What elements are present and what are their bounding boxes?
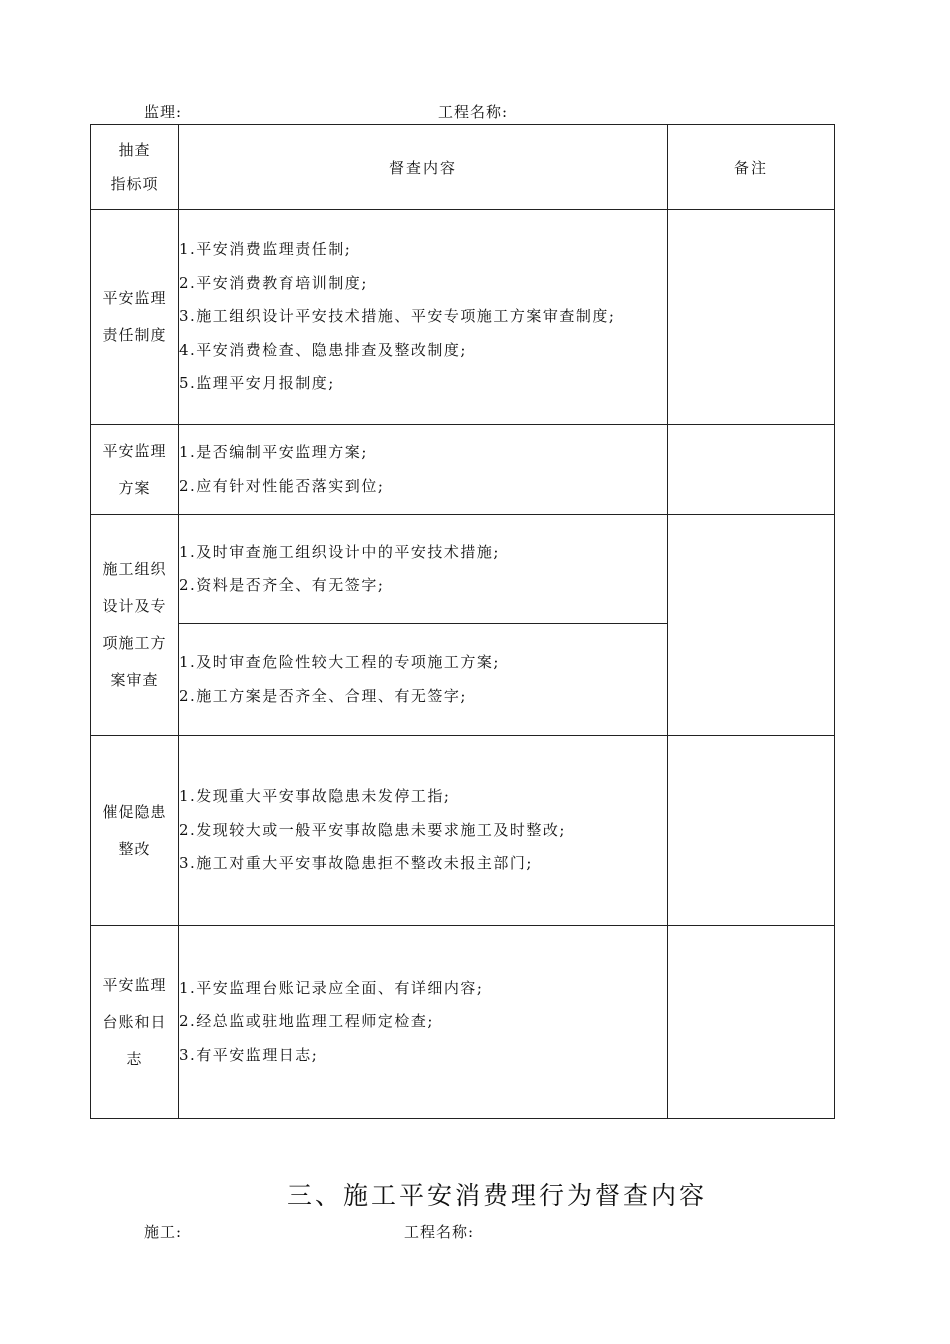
header-category-line: 抽查 xyxy=(118,141,151,159)
category-line: 台账和日 xyxy=(102,1012,167,1031)
category-line: 平安监理 xyxy=(102,441,167,460)
row-remarks xyxy=(668,425,835,515)
category-line: 施工组织 xyxy=(102,560,167,578)
row-remarks xyxy=(668,515,835,736)
table-header-row xyxy=(91,125,835,210)
category-line: 志 xyxy=(126,1049,143,1068)
category-line: 平安监理 xyxy=(102,289,167,307)
content-item: 2.资料是否齐全、有无签字; xyxy=(179,576,385,594)
category-line: 案审查 xyxy=(110,671,159,689)
row-content xyxy=(179,736,668,926)
category-line: 设计及专 xyxy=(102,597,167,615)
content-item: 2.发现较大或一般平安事故隐患未要求施工及时整改; xyxy=(179,820,566,839)
content-item: 2.施工方案是否齐全、合理、有无签字; xyxy=(179,686,467,705)
content-item: 3.有平安监理日志; xyxy=(179,1045,319,1064)
content-item: 2.平安消费教育培训制度; xyxy=(179,273,368,292)
row-content xyxy=(179,515,668,624)
content-item: 1.平安监理台账记录应全面、有详细内容; xyxy=(179,978,484,997)
table-row xyxy=(91,926,835,1119)
content-item: 2.经总监或驻地监理工程师定检查; xyxy=(179,1012,434,1031)
category-line: 催促隐患 xyxy=(102,802,167,821)
project-name-label: 工程名称: xyxy=(438,103,509,121)
construction-label: 施工: xyxy=(144,1223,183,1241)
supervision-inspection-table xyxy=(90,124,835,1119)
row-category xyxy=(91,926,179,1119)
project-name-label-2: 工程名称: xyxy=(404,1223,475,1241)
row-remarks xyxy=(668,736,835,926)
row-remarks xyxy=(668,926,835,1119)
content-item: 1.发现重大平安事故隐患未发停工指; xyxy=(179,787,451,806)
row-category xyxy=(91,425,179,515)
row-content xyxy=(179,926,668,1119)
row-category xyxy=(91,515,179,736)
row-remarks xyxy=(668,210,835,425)
content-item: 1.平安消费监理责任制; xyxy=(179,240,352,259)
category-line: 项施工方 xyxy=(102,634,167,652)
section-title: 三、施工平安消费理行为督查内容 xyxy=(287,1181,708,1210)
category-line: 方案 xyxy=(118,478,151,497)
content-item: 2.应有针对性能否落实到位; xyxy=(179,476,385,495)
header-category xyxy=(91,125,179,210)
content-item: 1.及时审查施工组织设计中的平安技术措施; xyxy=(179,542,500,561)
row-content xyxy=(179,425,668,515)
category-line: 平安监理 xyxy=(102,975,167,994)
row-category xyxy=(91,210,179,425)
header-content: 督查内容 xyxy=(179,125,668,210)
content-item: 1.及时审查危险性较大工程的专项施工方案; xyxy=(179,653,500,671)
table-row xyxy=(91,736,835,926)
row-content xyxy=(179,624,668,736)
category-line: 责任制度 xyxy=(102,326,167,344)
table-row xyxy=(91,515,835,624)
content-item: 3.施工对重大平安事故隐患拒不整改未报主部门; xyxy=(179,854,533,873)
content-item: 1.是否编制平安监理方案; xyxy=(179,443,368,461)
supervisor-label: 监理: xyxy=(144,103,183,121)
content-item: 3.施工组织设计平安技术措施、平安专项施工方案审查制度; xyxy=(179,307,616,326)
row-content xyxy=(179,210,668,425)
table-row xyxy=(91,210,835,425)
header-category-line: 指标项 xyxy=(110,175,159,193)
content-item: 4.平安消费检查、隐患排查及整改制度; xyxy=(179,340,467,359)
content-item: 5.监理平安月报制度; xyxy=(179,374,335,393)
header-remarks: 备注 xyxy=(668,125,835,210)
row-category xyxy=(91,736,179,926)
table-row xyxy=(91,425,835,515)
category-line: 整改 xyxy=(118,839,151,858)
